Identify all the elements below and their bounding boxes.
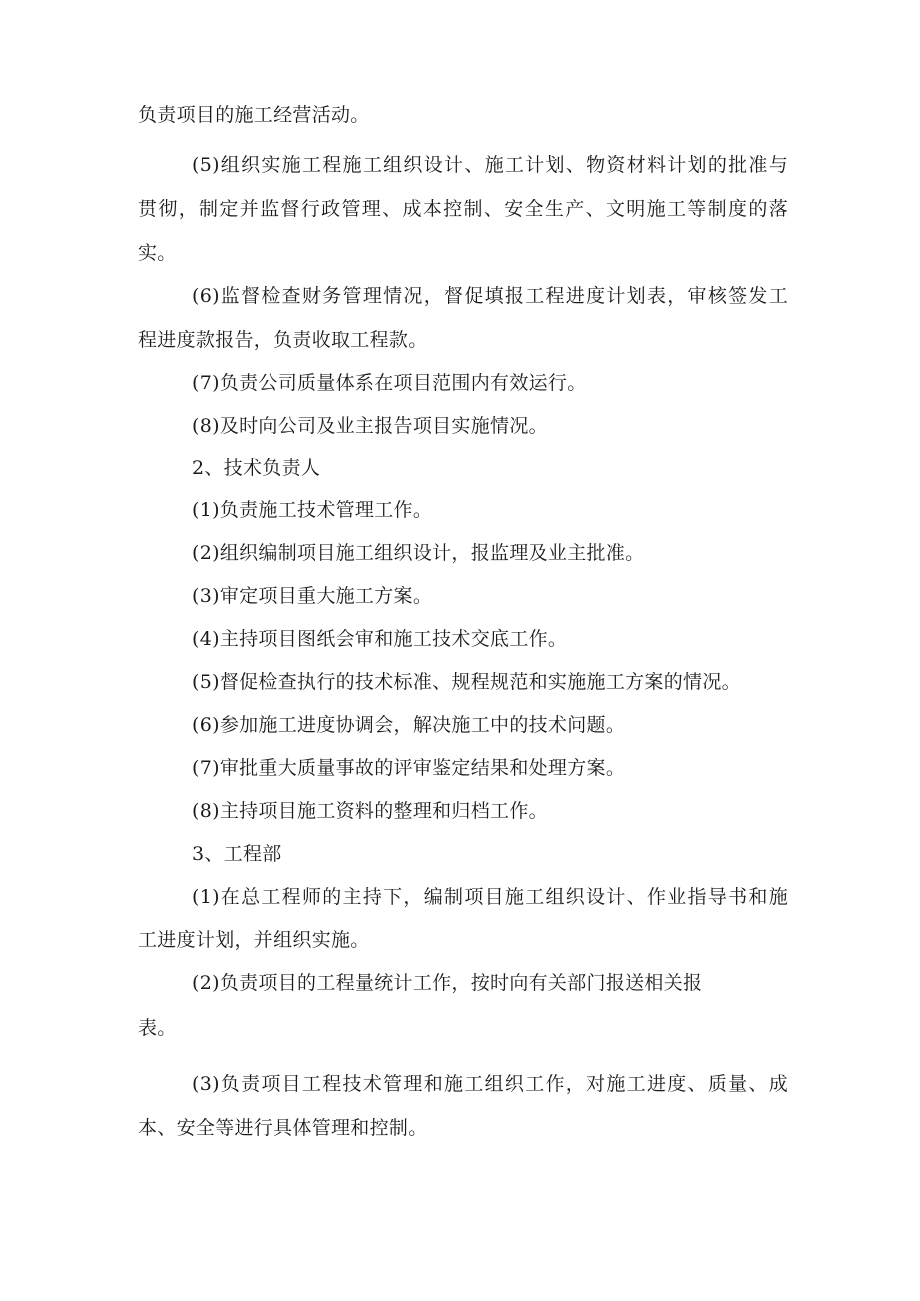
- text-line: 本、安全等进行具体管理和控制。: [138, 1117, 428, 1139]
- text-line: (5)组织实施工程施工组织设计、施工计划、物资材料计划的批准与: [192, 154, 788, 176]
- section-heading: 3、工程部: [192, 843, 282, 865]
- text-line: (1)在总工程师的主持下，编制项目施工组织设计、作业指导书和施: [192, 886, 788, 908]
- text-line: (8)及时向公司及业主报告项目实施情况。: [192, 415, 548, 437]
- text-line: 程进度款报告，负责收取工程款。: [138, 329, 428, 351]
- text-line: (7)审批重大质量事故的评审鉴定结果和处理方案。: [192, 757, 626, 779]
- text-line: (6)参加施工进度协调会，解决施工中的技术问题。: [192, 714, 626, 736]
- text-line: (5)督促检查执行的技术标准、规程规范和实施施工方案的情况。: [192, 671, 741, 693]
- text-line: 工进度计划，并组织实施。: [138, 929, 370, 951]
- text-line: (6)监督检查财务管理情况，督促填报工程进度计划表，审核签发工: [192, 285, 788, 307]
- text-line: (2)负责项目的工程量统计工作，按时向有关部门报送相关报: [192, 972, 703, 994]
- text-line: 实。: [138, 242, 177, 264]
- text-line: (2)组织编制项目施工组织设计，报监理及业主批准。: [192, 542, 645, 564]
- text-line: 负责项目的施工经营活动。: [138, 104, 370, 126]
- text-line: (3)负责项目工程技术管理和施工组织工作，对施工进度、质量、成: [192, 1073, 788, 1095]
- text-line: 贯彻，制定并监督行政管理、成本控制、安全生产、文明施工等制度的落: [138, 198, 788, 220]
- section-heading: 2、技术负责人: [192, 457, 321, 479]
- text-line: 表。: [138, 1017, 177, 1039]
- text-line: (4)主持项目图纸会审和施工技术交底工作。: [192, 628, 568, 650]
- text-line: (8)主持项目施工资料的整理和归档工作。: [192, 800, 548, 822]
- text-line: (7)负责公司质量体系在项目范围内有效运行。: [192, 372, 587, 394]
- text-line: (3)审定项目重大施工方案。: [192, 585, 433, 607]
- text-line: (1)负责施工技术管理工作。: [192, 499, 433, 521]
